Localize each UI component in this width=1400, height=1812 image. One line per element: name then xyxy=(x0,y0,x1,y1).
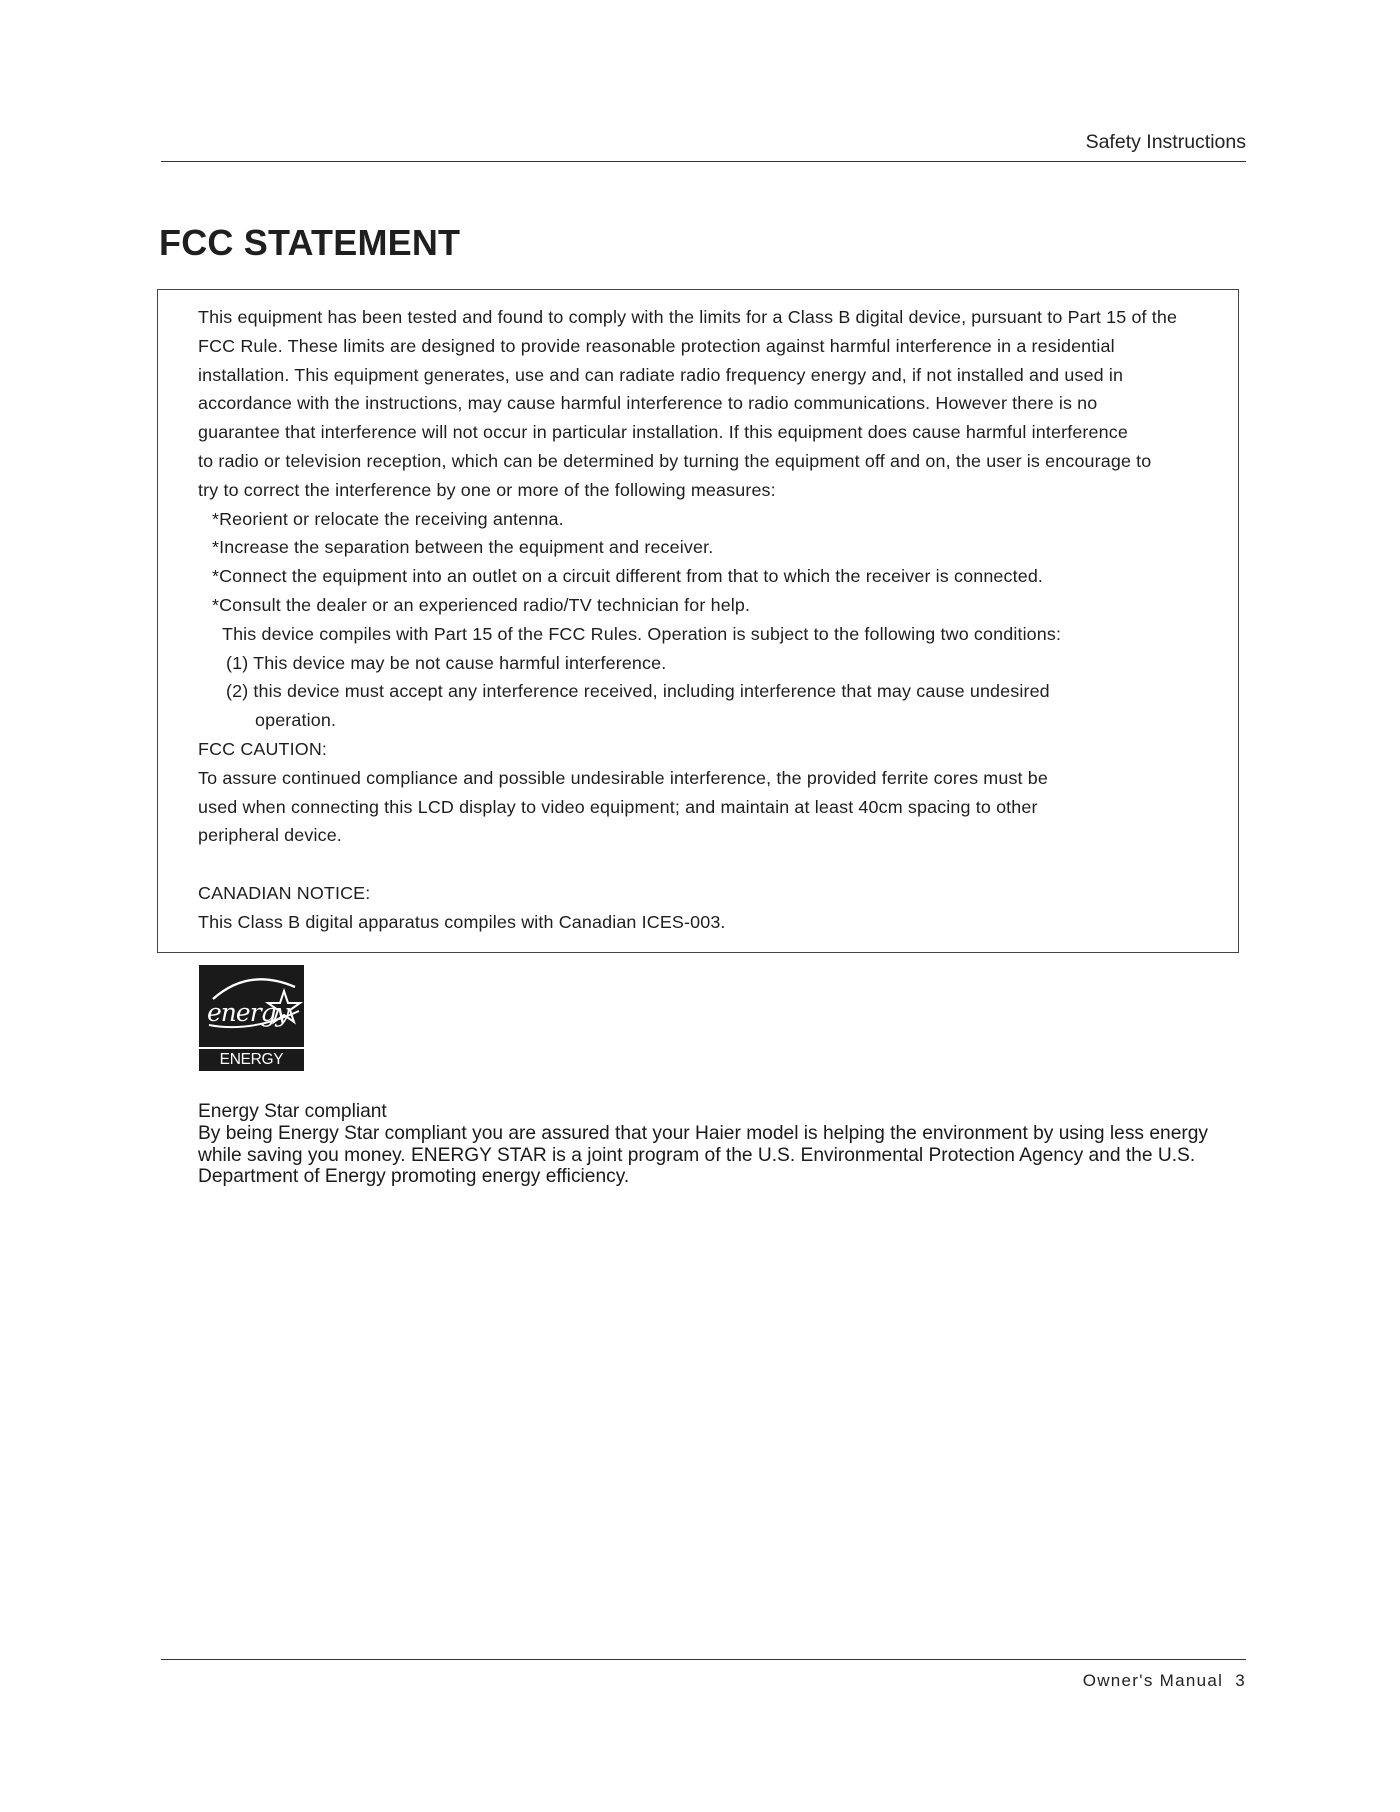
energy-star-emblem-icon xyxy=(199,965,304,1050)
footer xyxy=(1083,1671,1246,1691)
energy-star-heading: Energy Star compliant xyxy=(198,1101,387,1122)
energy-star-section xyxy=(198,1101,1218,1188)
page-title: FCC STATEMENT xyxy=(159,222,461,263)
fcc-measure-item: *Consult the dealer or an experienced radio/TV technician for help. xyxy=(212,594,751,615)
fcc-statement-text xyxy=(198,303,1228,937)
fcc-measure-item: *Reorient or relocate the receiving antenna. xyxy=(212,508,564,529)
fcc-paragraph-line: This equipment has been tested and found to comply with the limits for a Class B digital device, pursuant to Part 15 of the xyxy=(198,307,1178,327)
header-divider xyxy=(161,161,1246,162)
paragraph-spacer xyxy=(198,850,1228,879)
footer-manual-label: Owner's Manual xyxy=(1082,1671,1224,1690)
fcc-paragraph-line: try to correct the interference by one or more of the following measures: xyxy=(198,479,776,500)
fcc-caution-line: used when connecting this LCD display to video equipment; and maintain at least 40cm spacing to other xyxy=(198,796,1038,817)
logo-script-text: energy xyxy=(207,998,289,1027)
fcc-measure-item: *Increase the separation between the equipment and receiver. xyxy=(212,537,714,558)
fcc-condition-2-continued: operation. xyxy=(255,710,337,731)
fcc-paragraph-line: guarantee that interference will not occur in particular installation. If this equipment does cause harmful interference xyxy=(198,422,1128,443)
fcc-condition-2: (2) this device must accept any interference received, including interference that may cause undesired xyxy=(226,681,1050,702)
canadian-notice-heading: CANADIAN NOTICE: xyxy=(198,882,371,903)
fcc-paragraph-line: installation. This equipment generates, use and can radiate radio frequency energy and, if not installed and used in xyxy=(198,364,1124,385)
page-number: 3 xyxy=(1235,1671,1246,1690)
header-section-title: Safety Instructions xyxy=(1085,131,1246,153)
fcc-compliance-intro: This device compiles with Part 15 of the FCC Rules. Operation is subject to the following two conditions: xyxy=(222,623,1062,644)
energy-star-logo xyxy=(199,965,304,1089)
energy-star-body: By being Energy Star compliant you are assured that your Haier model is helping the environment by using less energy while saving you money. ENERGY STAR is a joint program of the U.S. Environmental Protection Agency and the U.S. Department of Energy promoting energy efficiency. xyxy=(198,1122,1209,1188)
fcc-condition-1: (1) This device may be not cause harmful interference. xyxy=(226,652,667,673)
canadian-notice-text: This Class B digital apparatus compiles with Canadian ICES-003. xyxy=(198,911,726,932)
fcc-measure-item: *Connect the equipment into an outlet on a circuit different from that to which the receiver is connected. xyxy=(212,566,1044,587)
fcc-paragraph-line: FCC Rule. These limits are designed to provide reasonable protection against harmful interference in a residential xyxy=(198,335,1115,356)
fcc-caution-line: peripheral device. xyxy=(198,825,342,846)
fcc-paragraph-line: to radio or television reception, which can be determined by turning the equipment off and on, the user is encourage to xyxy=(198,450,1152,471)
fcc-caution-heading: FCC CAUTION: xyxy=(198,738,328,759)
fcc-statement-box xyxy=(157,289,1239,953)
fcc-paragraph-line: accordance with the instructions, may cause harmful interference to radio communications. However there is no xyxy=(198,393,1098,414)
energy-star-logo-label: ENERGY STAR xyxy=(199,1047,304,1070)
fcc-caution-line: To assure continued compliance and possible undesirable interference, the provided ferrite cores must be xyxy=(198,767,1048,788)
footer-divider xyxy=(161,1659,1246,1660)
